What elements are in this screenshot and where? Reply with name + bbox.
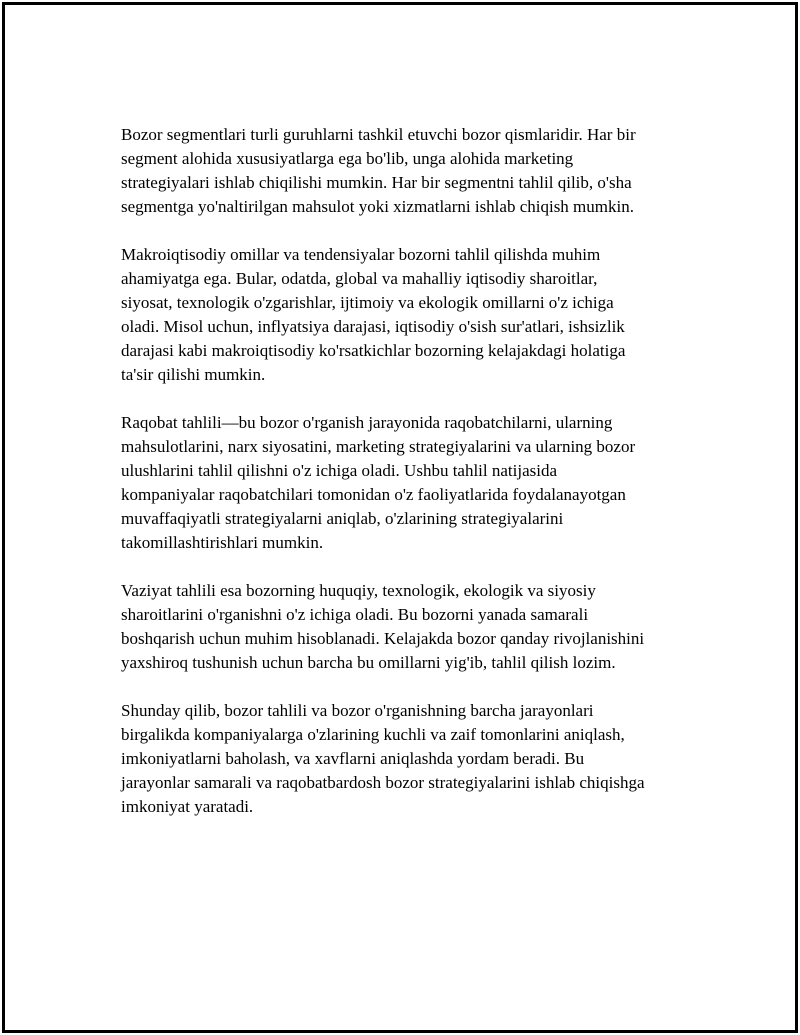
paragraph-competitive-analysis bbox=[121, 411, 711, 555]
document-body bbox=[121, 123, 711, 843]
paragraph-market-segments bbox=[121, 123, 711, 219]
text-line: imkoniyatlarni baholash, va xavflarni aniqlashda yordam beradi. Bu bbox=[121, 749, 585, 768]
paragraph-macroeconomic-factors bbox=[121, 243, 711, 387]
text-line: boshqarish uchun muhim hisoblanadi. Kelajakda bozor qanday rivojlanishini bbox=[121, 629, 645, 648]
text-line: takomillashtirishlari mumkin. bbox=[121, 533, 324, 552]
text-line: Bozor segmentlari turli guruhlarni tashkil etuvchi bozor qismlaridir. Har bir bbox=[121, 125, 636, 144]
text-line: muvaffaqiyatli strategiyalarni aniqlab, o'zlarining strategiyalarini bbox=[121, 509, 564, 528]
text-line: Raqobat tahlili—bu bozor o'rganish jarayonida raqobatchilarni, ularning bbox=[121, 413, 613, 432]
text-line: kompaniyalar raqobatchilari tomonidan o'z faoliyatlarida foydalanayotgan bbox=[121, 485, 626, 504]
document-page bbox=[2, 2, 798, 1033]
text-line: mahsulotlarini, narx siyosatini, marketing strategiyalarini va ularning bozor bbox=[121, 437, 636, 456]
text-line: birgalikda kompaniyalarga o'zlarining kuchli va zaif tomonlarini aniqlash, bbox=[121, 725, 625, 744]
text-line: sharoitlarini o'rganishni o'z ichiga oladi. Bu bozorni yanada samarali bbox=[121, 605, 589, 624]
text-line: Vaziyat tahlili esa bozorning huquqiy, texnologik, ekologik va siyosiy bbox=[121, 581, 596, 600]
text-line: segment alohida xususiyatlarga ega bo'lib, unga alohida marketing bbox=[121, 149, 574, 168]
text-line: siyosat, texnologik o'zgarishlar, ijtimoiy va ekologik omillarni o'z ichiga bbox=[121, 293, 614, 312]
text-line: ahamiyatga ega. Bular, odatda, global va mahalliy iqtisodiy sharoitlar, bbox=[121, 269, 598, 288]
text-line: oladi. Misol uchun, inflyatsiya darajasi, iqtisodiy o'sish sur'atlari, ishsizlik bbox=[121, 317, 625, 336]
text-line: darajasi kabi makroiqtisodiy ko'rsatkichlar bozorning kelajakdagi holatiga bbox=[121, 341, 626, 360]
text-line: Shunday qilib, bozor tahlili va bozor o'rganishning barcha jarayonlari bbox=[121, 701, 594, 720]
text-line: yaxshiroq tushunish uchun barcha bu omillarni yig'ib, tahlil qilish lozim. bbox=[121, 653, 616, 672]
paragraph-conclusion bbox=[121, 699, 711, 819]
text-line: strategiyalari ishlab chiqilishi mumkin. Har bir segmentni tahlil qilib, o'sha bbox=[121, 173, 632, 192]
text-line: Makroiqtisodiy omillar va tendensiyalar bozorni tahlil qilishda muhim bbox=[121, 245, 601, 264]
text-line: ta'sir qilishi mumkin. bbox=[121, 365, 266, 384]
text-line: imkoniyat yaratadi. bbox=[121, 797, 254, 816]
text-line: ulushlarini tahlil qilishni o'z ichiga oladi. Ushbu tahlil natijasida bbox=[121, 461, 558, 480]
text-line: jarayonlar samarali va raqobatbardosh bozor strategiyalarini ishlab chiqishga bbox=[121, 773, 645, 792]
text-line: segmentga yo'naltirilgan mahsulot yoki xizmatlarni ishlab chiqish mumkin. bbox=[121, 197, 634, 216]
paragraph-situation-analysis bbox=[121, 579, 711, 675]
